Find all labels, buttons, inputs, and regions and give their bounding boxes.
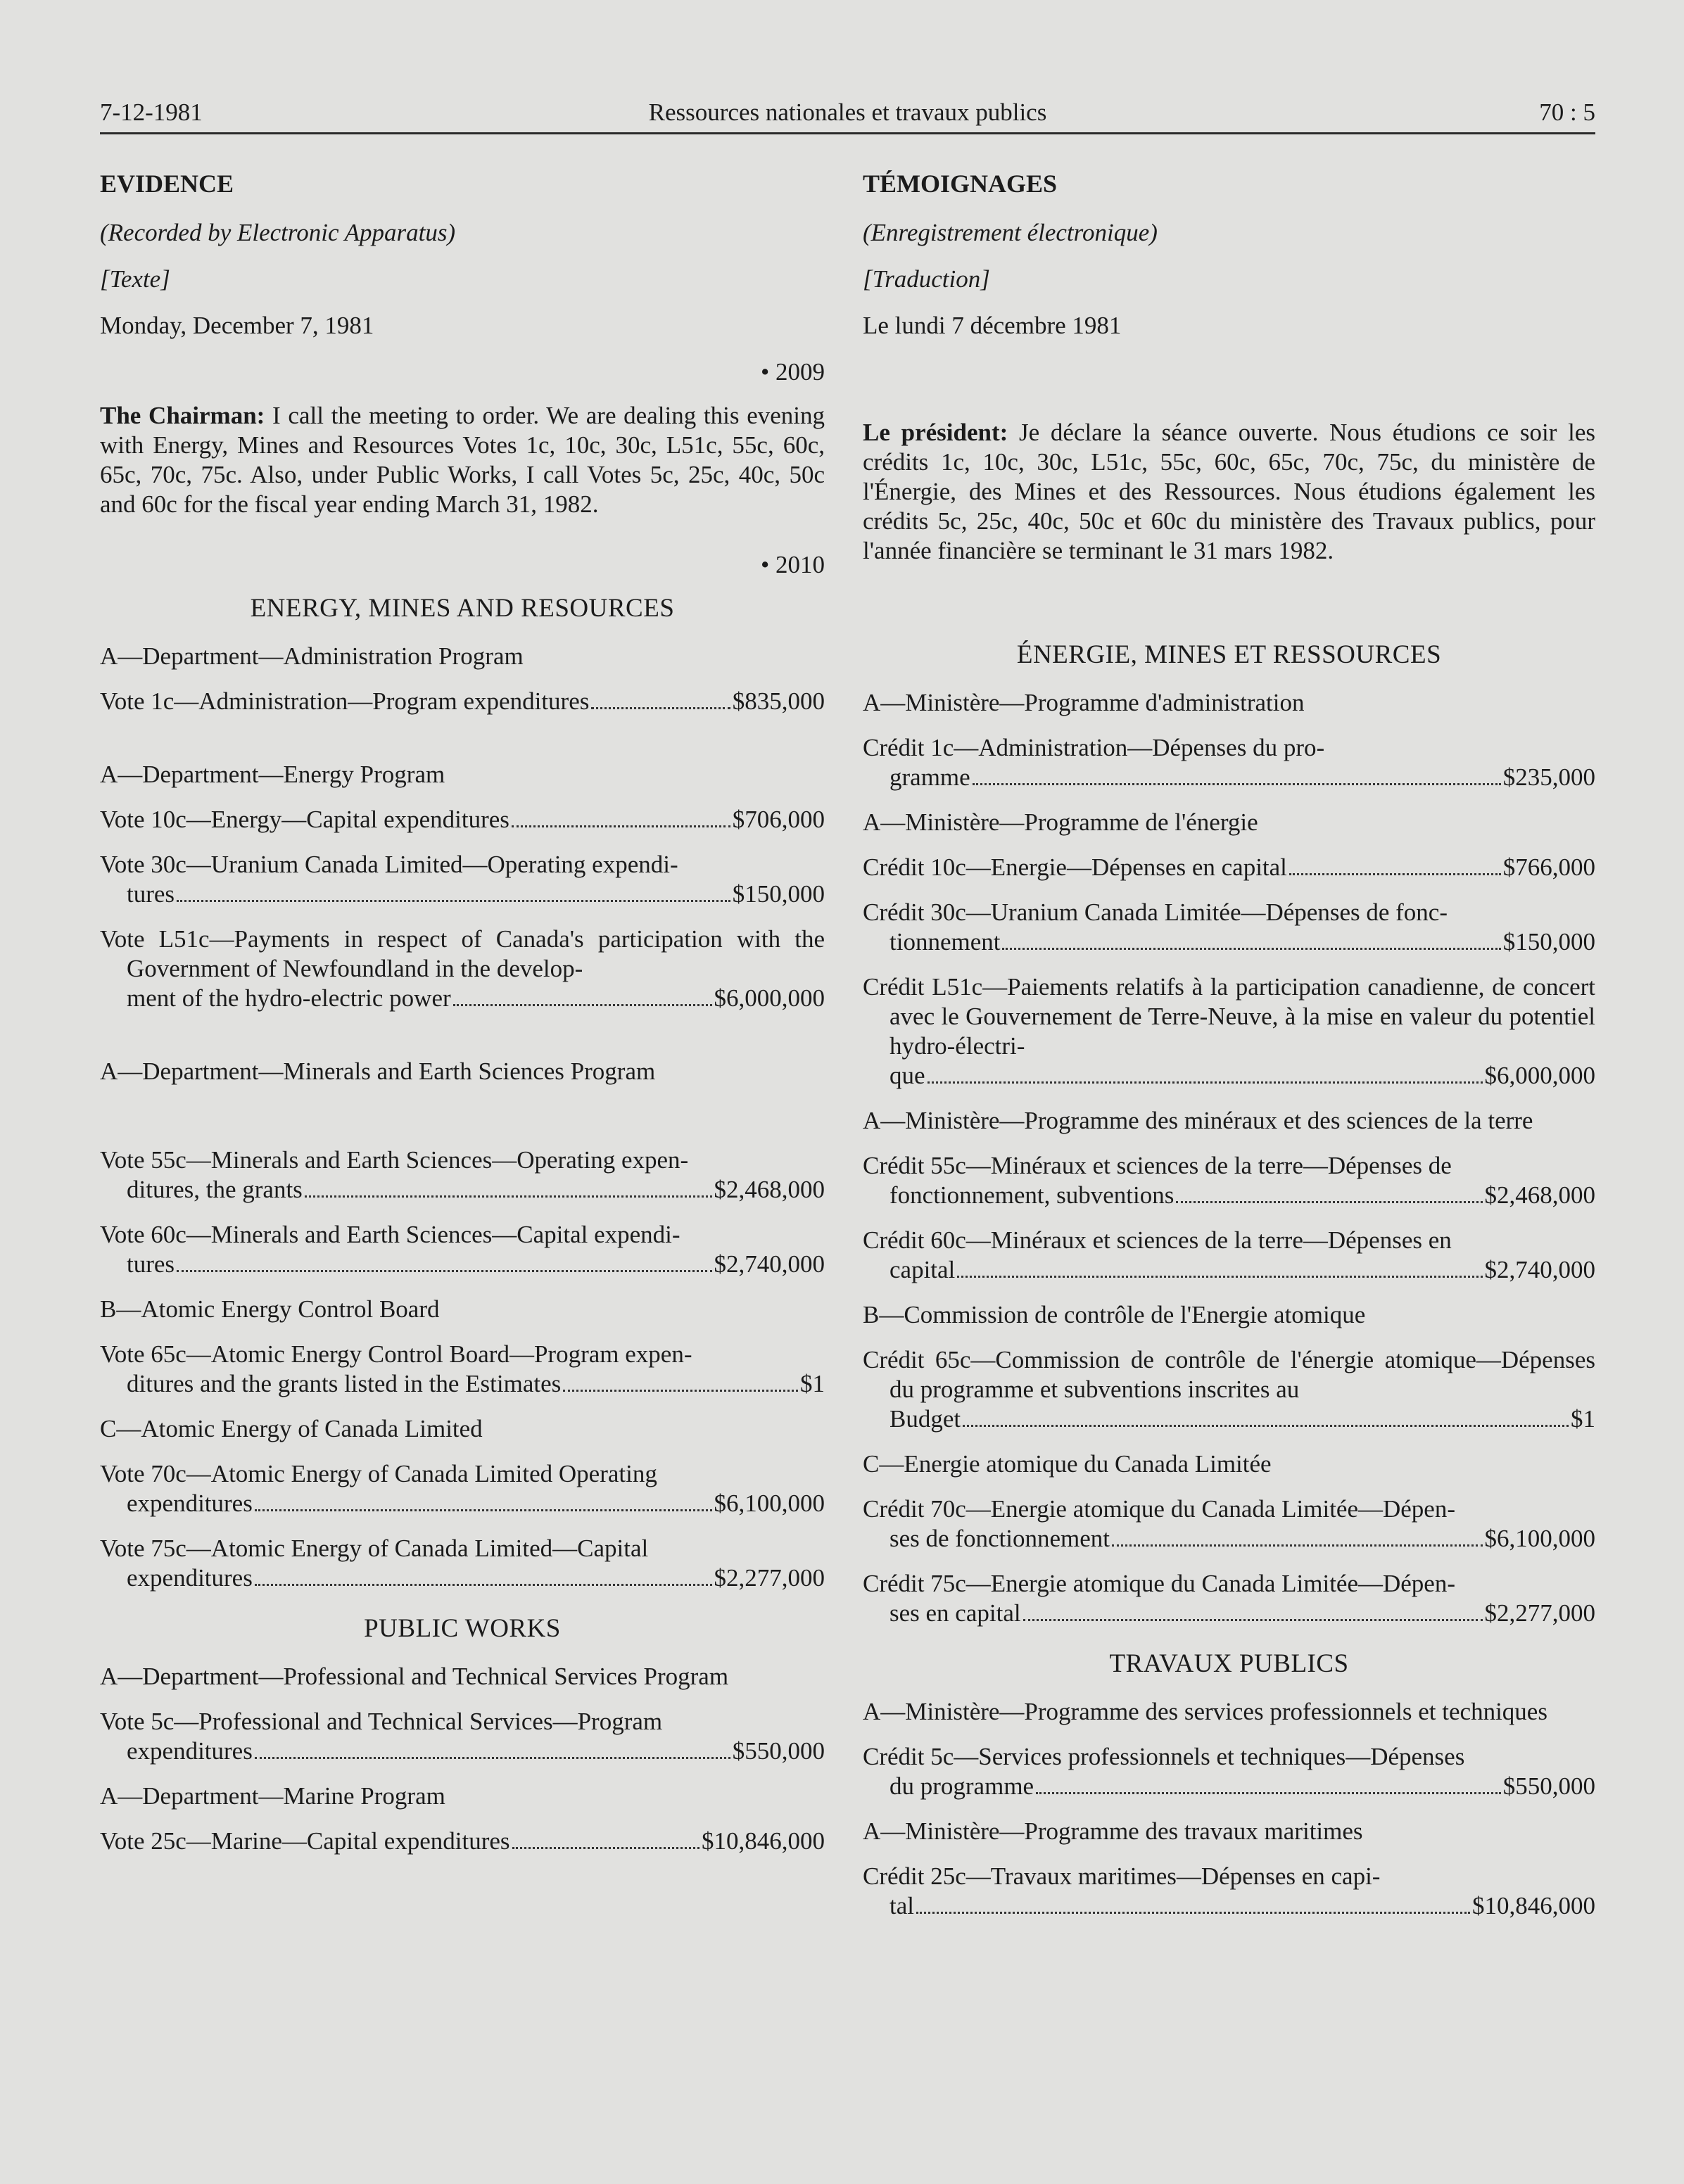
vote-item — [100, 1220, 825, 1279]
date-line: Le lundi 7 décembre 1981 — [863, 312, 1122, 339]
program-heading: A—Ministère—Programme d'administration — [863, 689, 1305, 716]
vote-item — [100, 925, 825, 1013]
vote-text: Vote 65c—Atomic Energy Control Board—Program expen- — [100, 1340, 692, 1368]
vote-amount: $6,000,000 — [1484, 1062, 1595, 1089]
vote-item — [100, 1707, 825, 1766]
program-heading: A—Ministère—Programme des minéraux et des sciences de la terre — [863, 1107, 1533, 1134]
date-line: Monday, December 7, 1981 — [100, 312, 374, 339]
section-heading: TRAVAUX PUBLICS — [1109, 1649, 1349, 1678]
vote-amount: $2,277,000 — [1484, 1599, 1595, 1627]
vote-item — [100, 1145, 825, 1205]
vote-text-end: expenditures — [127, 1564, 253, 1592]
vote-text-end: tionnement — [890, 928, 1001, 956]
program-heading: B—Commission de contrôle de l'Energie atomique — [863, 1301, 1366, 1328]
vote-item — [100, 1534, 825, 1593]
vote-text-end: du programme — [890, 1772, 1034, 1800]
recorded-note: (Enregistrement électronique) — [863, 219, 1158, 246]
vote-amount: $6,100,000 — [1484, 1525, 1595, 1552]
vote-text: Crédit 5c—Services professionnels et techniques—Dépenses — [863, 1743, 1465, 1770]
vote-text: Vote 5c—Professional and Technical Services—Program — [100, 1708, 663, 1735]
vote-text: Crédit 25c—Travaux maritimes—Dépenses en capi- — [863, 1862, 1381, 1890]
vote-text-end: ment of the hydro-electric power — [127, 984, 451, 1012]
vote-text-end: tures — [127, 1250, 175, 1278]
program-heading: C—Atomic Energy of Canada Limited — [100, 1415, 483, 1442]
program-heading: B—Atomic Energy Control Board — [100, 1295, 440, 1323]
vote-text-end: capital — [890, 1256, 956, 1283]
vote-item — [863, 1494, 1595, 1554]
french-column — [863, 169, 1595, 1936]
speaker-text: Je déclare la séance ouverte. Nous étudions ce soir les crédits 1c, 10c, 30c, L51c, 55c, 60c, 65c, 70c, 75c, du ministère de l'Énergie, des Mines et des Ressources. Nous étudions également les crédits 5c, 25c, 40c, 50c et 60c du ministère des Travaux publics, pour l'année financière se terminant le 31 mars 1982. — [863, 419, 1595, 564]
vote-amount: $2,740,000 — [1484, 1256, 1595, 1283]
vote-text: Vote 60c—Minerals and Earth Sciences—Capital expendi- — [100, 1221, 680, 1248]
vote-text: Crédit 10c—Energie—Dépenses en capital — [863, 853, 1287, 881]
time-marker: • 2010 — [760, 551, 825, 578]
program-heading: A—Department—Professional and Technical Services Program — [100, 1663, 729, 1690]
vote-item — [100, 850, 825, 909]
vote-text-end: que — [890, 1062, 925, 1089]
vote-amount: $706,000 — [732, 806, 825, 833]
evidence-heading: EVIDENCE — [100, 170, 234, 198]
vote-amount: $150,000 — [732, 880, 825, 908]
vote-text-end: ditures and the grants listed in the Estimates — [127, 1370, 562, 1397]
vote-item — [863, 1862, 1595, 1921]
vote-text: Vote 75c—Atomic Energy of Canada Limited—Capital — [100, 1535, 649, 1562]
vote-item — [863, 733, 1595, 792]
vote-item — [100, 1827, 825, 1856]
vote-item — [863, 972, 1595, 1091]
vote-text: Crédit 30c—Uranium Canada Limitée—Dépenses de fonc- — [863, 899, 1448, 926]
vote-text: Crédit 1c—Administration—Dépenses du pro- — [863, 734, 1325, 761]
vote-text: Crédit 65c—Commission de contrôle de l'énergie atomique—Dépenses du programme et subventions inscrites au — [863, 1346, 1595, 1403]
vote-amount: $1 — [800, 1370, 825, 1397]
vote-item — [100, 1459, 825, 1518]
vote-item — [863, 1345, 1595, 1434]
header-date: 7-12-1981 — [100, 99, 203, 126]
header-title: Ressources nationales et travaux publics — [648, 99, 1047, 126]
vote-text-end: ses en capital — [890, 1599, 1021, 1627]
vote-amount: $6,100,000 — [714, 1490, 825, 1517]
time-marker: • 2009 — [760, 358, 825, 386]
vote-amount: $550,000 — [732, 1737, 825, 1765]
vote-amount: $6,000,000 — [714, 984, 825, 1012]
program-heading: C—Energie atomique du Canada Limitée — [863, 1450, 1272, 1478]
vote-text: Vote 1c—Administration—Program expenditures — [100, 687, 590, 715]
vote-text: Vote 70c—Atomic Energy of Canada Limited Operating — [100, 1460, 657, 1487]
vote-amount: $10,846,000 — [702, 1827, 825, 1855]
vote-amount: $2,468,000 — [714, 1176, 825, 1203]
vote-item — [100, 687, 825, 716]
english-column — [100, 169, 825, 1872]
vote-amount: $1 — [1571, 1405, 1595, 1433]
vote-text: Vote 30c—Uranium Canada Limited—Operating expendi- — [100, 851, 678, 878]
vote-text: Vote L51c—Payments in respect of Canada's participation with the Government of Newfoundland in the develop- — [100, 925, 825, 982]
vote-item — [100, 805, 825, 834]
vote-text-end: tal — [890, 1892, 914, 1919]
vote-text-end: fonctionnement, subventions — [890, 1181, 1175, 1209]
program-heading: A—Department—Administration Program — [100, 642, 524, 670]
president-statement — [863, 418, 1595, 566]
program-heading: A—Ministère—Programme des services professionnels et techniques — [863, 1698, 1547, 1725]
vote-amount: $2,468,000 — [1484, 1181, 1595, 1209]
vote-text-end: expenditures — [127, 1737, 253, 1765]
vote-item — [100, 1340, 825, 1399]
program-heading: A—Ministère—Programme des travaux maritimes — [863, 1817, 1363, 1845]
vote-item — [863, 898, 1595, 957]
chairman-statement — [100, 401, 825, 519]
vote-item — [863, 1226, 1595, 1285]
vote-amount: $150,000 — [1502, 928, 1595, 956]
speaker-text: I call the meeting to order. We are dealing this evening with Energy, Mines and Resources Votes 1c, 10c, 30c, L51c, 55c, 60c, 65c, 70c, 75c. Also, under Public Works, I call Votes 5c, 25c, 40c, 50c and 60c for the fiscal year ending March 31, 1982. — [100, 402, 825, 518]
vote-text: Crédit 70c—Energie atomique du Canada Limitée—Dépen- — [863, 1495, 1455, 1523]
temoignages-heading: TÉMOIGNAGES — [863, 170, 1058, 198]
section-heading: ENERGY, MINES AND RESOURCES — [250, 594, 675, 623]
vote-amount: $235,000 — [1502, 763, 1595, 791]
speaker-label: The Chairman: — [100, 402, 265, 429]
vote-text: Crédit 60c—Minéraux et sciences de la terre—Dépenses en — [863, 1226, 1452, 1254]
section-heading: PUBLIC WORKS — [364, 1614, 561, 1643]
vote-text: Crédit 55c—Minéraux et sciences de la terre—Dépenses de — [863, 1152, 1452, 1179]
vote-amount: $2,277,000 — [714, 1564, 825, 1592]
vote-text: Vote 10c—Energy—Capital expenditures — [100, 806, 509, 833]
vote-text: Crédit 75c—Energie atomique du Canada Limitée—Dépen- — [863, 1570, 1455, 1597]
program-heading: A—Ministère—Programme de l'énergie — [863, 808, 1258, 836]
vote-item — [863, 1742, 1595, 1801]
vote-text-end: tures — [127, 880, 175, 908]
text-marker: [Traduction] — [863, 265, 990, 293]
program-heading: A—Department—Minerals and Earth Sciences Program — [100, 1058, 656, 1085]
vote-text: Vote 25c—Marine—Capital expenditures — [100, 1827, 510, 1855]
program-heading: A—Department—Marine Program — [100, 1782, 445, 1810]
vote-text-end: ses de fonctionnement — [890, 1525, 1110, 1552]
vote-item — [863, 1569, 1595, 1628]
section-heading: ÉNERGIE, MINES ET RESSOURCES — [1016, 640, 1442, 669]
vote-text-end: Budget — [890, 1405, 961, 1433]
vote-text-end: ditures, the grants — [127, 1176, 303, 1203]
vote-text: Vote 55c—Minerals and Earth Sciences—Operating expen- — [100, 1146, 689, 1174]
vote-text-end: expenditures — [127, 1490, 253, 1517]
vote-amount: $835,000 — [732, 687, 825, 715]
vote-text-end: gramme — [890, 763, 970, 791]
vote-item — [863, 1151, 1595, 1210]
vote-item — [863, 853, 1595, 882]
vote-text: Crédit L51c—Paiements relatifs à la participation canadienne, de concert avec le Gouvernement de Terre-Neuve, à la mise en valeur du potentiel hydro-électri- — [863, 973, 1595, 1060]
vote-amount: $766,000 — [1502, 853, 1595, 881]
program-heading: A—Department—Energy Program — [100, 761, 445, 788]
vote-amount: $550,000 — [1502, 1772, 1595, 1800]
speaker-label: Le président: — [863, 419, 1008, 446]
text-marker: [Texte] — [100, 265, 170, 293]
vote-amount: $2,740,000 — [714, 1250, 825, 1278]
running-header — [100, 93, 1595, 134]
recorded-note: (Recorded by Electronic Apparatus) — [100, 219, 456, 246]
vote-amount: $10,846,000 — [1472, 1892, 1595, 1919]
header-page-number: 70 : 5 — [1539, 99, 1595, 126]
